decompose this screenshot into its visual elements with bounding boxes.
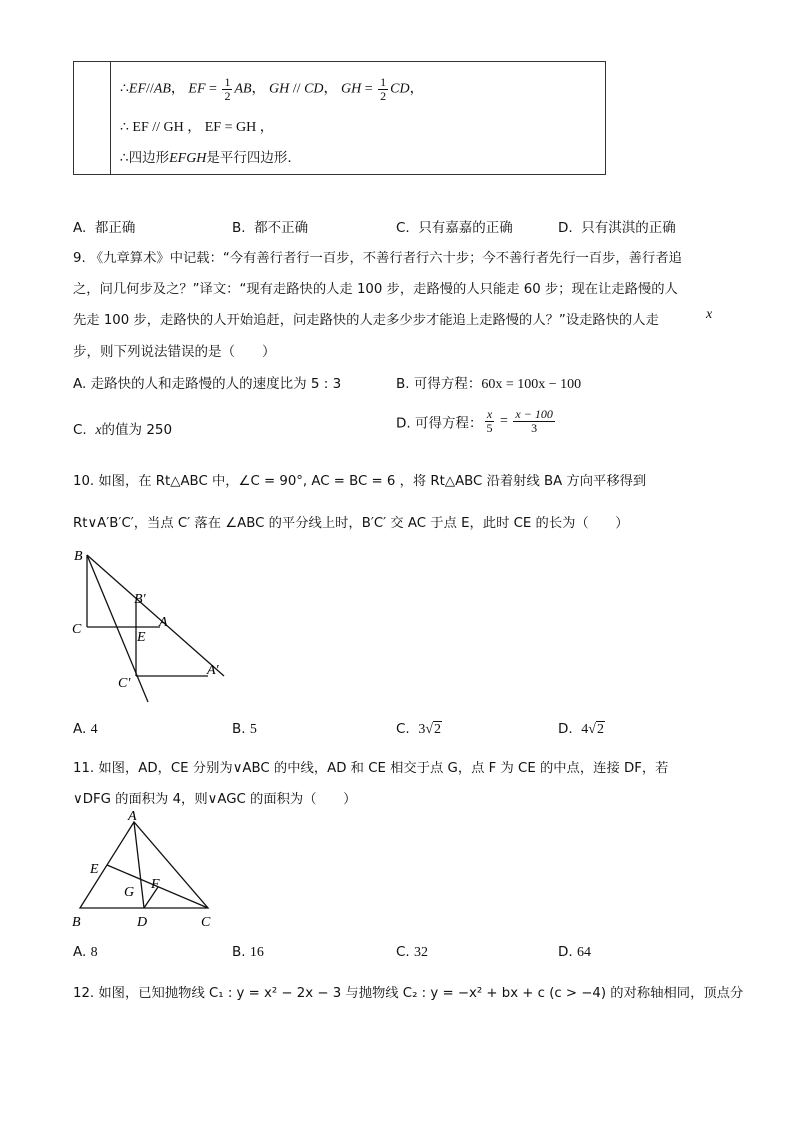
q10-ray-ba bbox=[87, 555, 224, 676]
q10-label-a: A bbox=[159, 615, 168, 630]
q10-figure bbox=[60, 545, 240, 705]
fraction-half: $\frac{1}{2}$ bbox=[224, 75, 231, 103]
q11-option-d[interactable]: D. 64 bbox=[558, 944, 591, 960]
q9-option-c[interactable]: C. x的值为 250 bbox=[73, 422, 173, 438]
q11-option-b[interactable]: B. 16 bbox=[232, 944, 264, 960]
q10-stem-line-1: 10. 如图，在 Rt△ABC 中，∠C = 90°, AC = BC = 6 ，将 Rt△ABC 沿着射线 BA 方向平移得到 bbox=[73, 474, 647, 489]
q8-option-a[interactable]: A. 都正确 bbox=[73, 220, 136, 236]
q11-label-b: B bbox=[72, 915, 81, 930]
q9-d-right-fraction: $\frac{x - 100}{3}$ bbox=[515, 407, 553, 435]
q11-label-g: G bbox=[124, 885, 135, 900]
q11-label-f: F bbox=[151, 877, 160, 892]
q11-median-ad bbox=[134, 822, 144, 908]
q9-var-x: x bbox=[706, 307, 713, 322]
q8-option-c[interactable]: C. 只有嘉嘉的正确 bbox=[396, 220, 513, 236]
q10-label-e: E bbox=[137, 630, 146, 645]
q11-label-c: C bbox=[201, 915, 211, 930]
q10-option-d[interactable]: D. 4√2 bbox=[558, 721, 604, 737]
q9-stem-line-3: 先走 100 步，走路快的人开始追赶，问走路快的人走多少步才能追上走路慢的人？”设走路快的人走 bbox=[73, 313, 659, 328]
q11-option-a[interactable]: A. 8 bbox=[73, 944, 98, 960]
q10-option-b[interactable]: B. 5 bbox=[232, 721, 257, 737]
q8-option-b[interactable]: B. 都不正确 bbox=[232, 220, 309, 236]
q10-label-ap: A′ bbox=[207, 663, 219, 678]
q9-d-left-fraction: $\frac{x}{5}$ bbox=[486, 407, 493, 435]
q9-stem-line-1: 9. 《九章算术》中记载：“今有善行者行一百步，不善行者行六十步；今不善行者先行一百步，善行者追 bbox=[73, 251, 682, 266]
q10-option-c[interactable]: C. 3√2 bbox=[396, 721, 441, 737]
q10-stem-line-2: Rt∨A′B′C′，当点 C′ 落在 ∠ABC 的平分线上时，B′C′ 交 AC 于点 E，此时 CE 的长为（ ） bbox=[73, 516, 629, 531]
q10-label-b: B bbox=[74, 549, 83, 564]
q12-stem-line-1: 12. 如图，已知抛物线 C₁ : y = x² − 2x − 3 与抛物线 C₂ : y = −x² + bx + c (c > −4) 的对称轴相同，顶点分 bbox=[73, 986, 744, 1001]
q9-stem-line-2: 之，问几何步及之？”译文：“现有走路快的人走 100 步，走路慢的人只能走 60 步；现在让走路慢的人 bbox=[73, 282, 678, 297]
proof-line-2: ∴ EF // GH ， EF = GH ， bbox=[120, 120, 274, 135]
proof-line-1: ∴EF//AB， EF = $\frac{1}{2}$ AB， GH // CD， GH = $\frac{1}{2}$ CD， bbox=[120, 75, 424, 103]
q10-label-cp: C′ bbox=[118, 676, 131, 691]
q11-figure bbox=[66, 808, 226, 932]
proof-line-3: ∴四边形EFGH是平行四边形. bbox=[120, 150, 292, 166]
q11-label-a: A bbox=[128, 809, 137, 824]
q11-label-e: E bbox=[90, 862, 99, 877]
proof-box-left-column bbox=[74, 62, 111, 174]
q9-option-b[interactable]: B. 可得方程：60x = 100x − 100 bbox=[396, 376, 582, 392]
q11-option-c[interactable]: C. 32 bbox=[396, 944, 429, 960]
q9-stem-line-4: 步，则下列说法错误的是（ ） bbox=[73, 344, 276, 360]
q10-option-a[interactable]: A. 4 bbox=[73, 721, 98, 737]
q10-label-bp: B′ bbox=[134, 592, 146, 607]
q11-stem-line-2: ∨DFG 的面积为 4，则∨AGC 的面积为（ ） bbox=[73, 792, 357, 807]
fraction-half-2: $\frac{1}{2}$ bbox=[380, 75, 387, 103]
q9-option-d[interactable]: D. 可得方程： $\frac{x}{5}$ = $\frac{x - 100}{3}$ bbox=[396, 407, 553, 435]
q11-triangle-abc bbox=[80, 822, 208, 908]
q9-option-a[interactable]: A. 走路快的人和走路慢的人的速度比为 5 : 3 bbox=[73, 376, 342, 392]
q10-label-c: C bbox=[72, 622, 82, 637]
q11-label-d: D bbox=[137, 915, 148, 930]
q8-option-d[interactable]: D. 只有淇淇的正确 bbox=[558, 220, 676, 236]
q11-stem-line-1: 11. 如图，AD，CE 分别为∨ABC 的中线，AD 和 CE 相交于点 G，点 F 为 CE 的中点，连接 DF，若 bbox=[73, 761, 669, 776]
